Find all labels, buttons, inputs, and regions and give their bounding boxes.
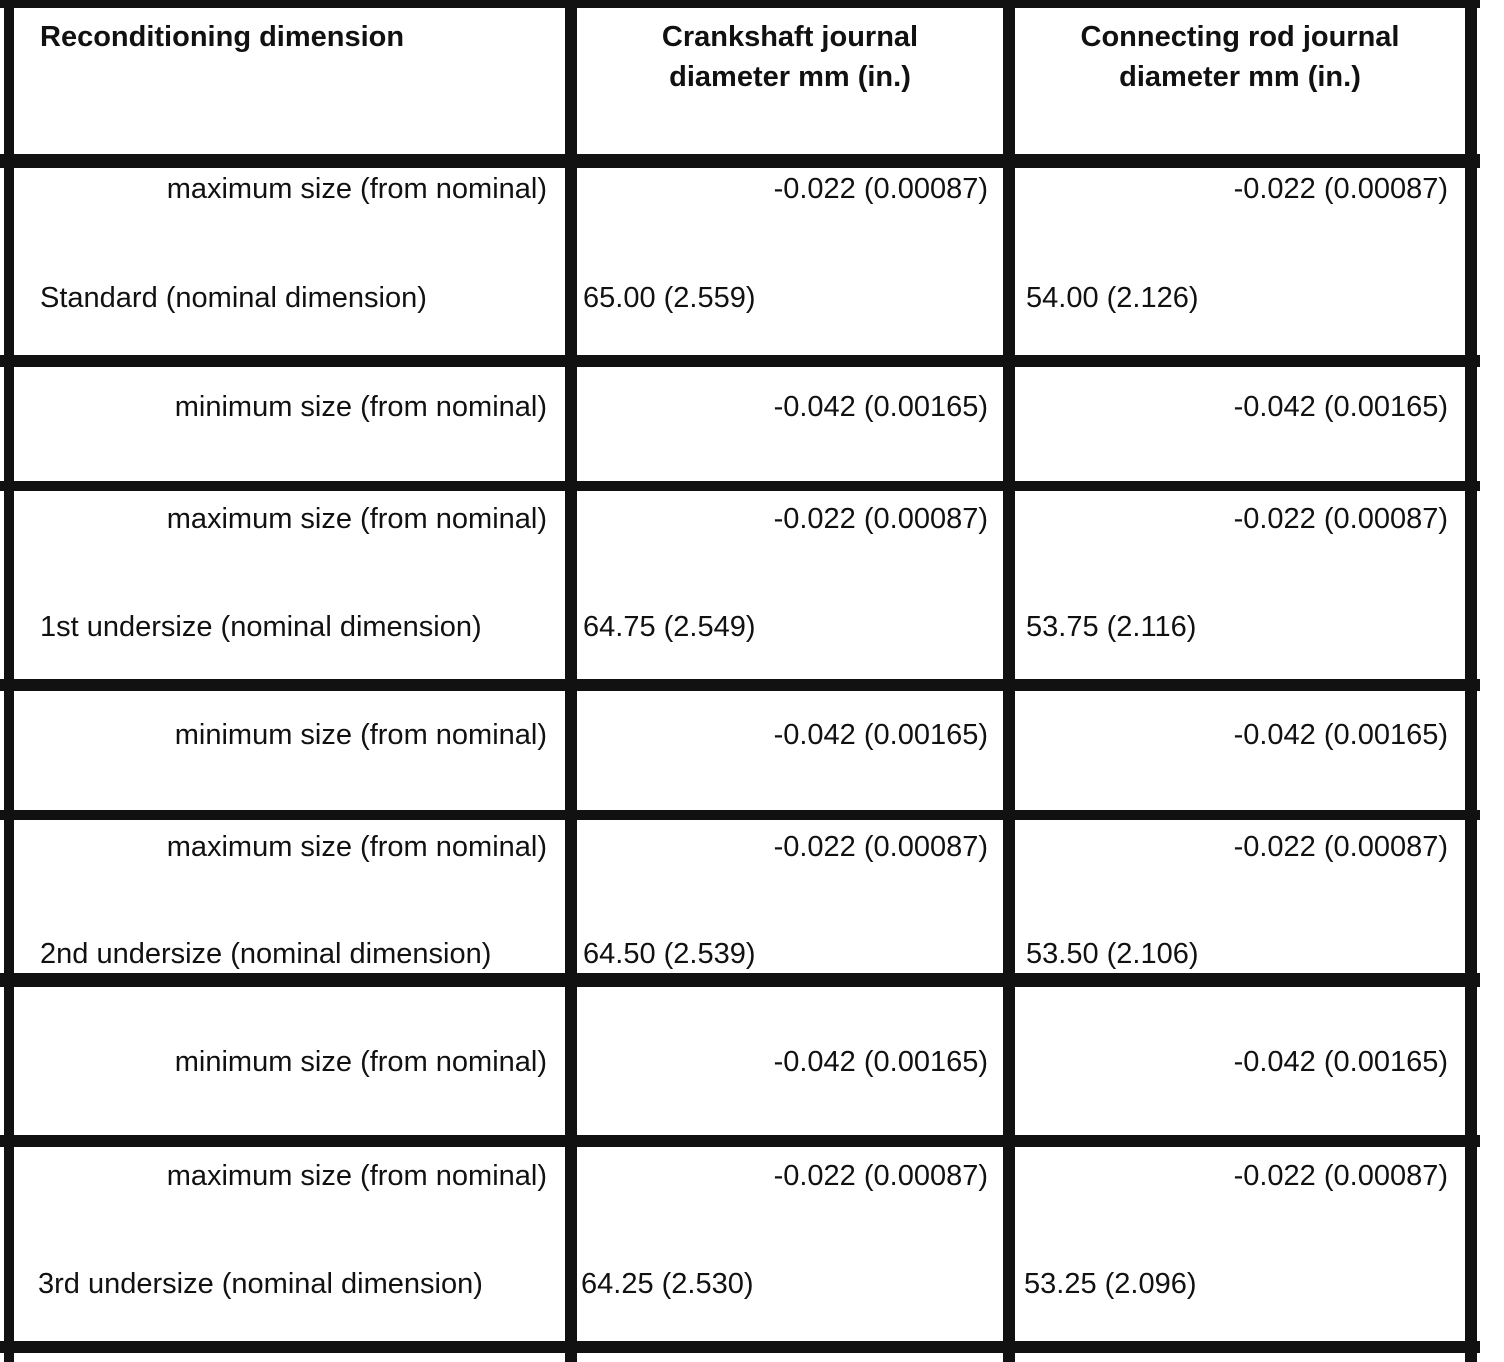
nominal-crankshaft: 64.50 (2.539): [583, 938, 756, 970]
max-size-connecting-rod: -0.022 (0.00087): [1233, 831, 1448, 863]
max-size-label: maximum size (from nominal): [166, 173, 547, 205]
max-size-crankshaft: -0.022 (0.00087): [773, 503, 988, 535]
header-crankshaft-line1: Crankshaft journal: [661, 21, 919, 53]
min-size-crankshaft: -0.042 (0.00165): [773, 391, 988, 423]
min-size-connecting-rod: -0.042 (0.00165): [1233, 1046, 1448, 1078]
nominal-crankshaft: 64.75 (2.549): [583, 611, 756, 643]
nominal-label: 2nd undersize (nominal dimension): [40, 938, 492, 970]
max-size-connecting-rod: -0.022 (0.00087): [1233, 1160, 1448, 1192]
max-size-label: maximum size (from nominal): [166, 831, 547, 863]
max-size-crankshaft: -0.022 (0.00087): [773, 831, 988, 863]
row-divider: [0, 355, 1480, 367]
min-size-connecting-rod: -0.042 (0.00165): [1233, 719, 1448, 751]
min-size-label: minimum size (from nominal): [174, 1046, 547, 1078]
header-connecting-rod-line2: diameter mm (in.): [1119, 61, 1361, 93]
max-size-connecting-rod: -0.022 (0.00087): [1233, 173, 1448, 205]
nominal-connecting-rod: 53.25 (2.096): [1024, 1268, 1197, 1300]
min-size-crankshaft: -0.042 (0.00165): [773, 1046, 988, 1078]
max-size-crankshaft: -0.022 (0.00087): [773, 1160, 988, 1192]
max-size-connecting-rod: -0.022 (0.00087): [1233, 503, 1448, 535]
table-border-top: [0, 0, 1480, 8]
header-divider: [0, 154, 1480, 168]
nominal-connecting-rod: 53.50 (2.106): [1026, 938, 1199, 970]
nominal-label: Standard (nominal dimension): [40, 282, 427, 314]
row-divider: [0, 1135, 1480, 1147]
header-crankshaft-line2: diameter mm (in.): [669, 61, 911, 93]
table-border-bottom: [0, 1341, 1480, 1353]
min-size-crankshaft: -0.042 (0.00165): [773, 719, 988, 751]
row-divider: [0, 481, 1480, 491]
nominal-connecting-rod: 54.00 (2.126): [1026, 282, 1199, 314]
max-size-label: maximum size (from nominal): [166, 503, 547, 535]
min-size-label: minimum size (from nominal): [174, 719, 547, 751]
max-size-crankshaft: -0.022 (0.00087): [773, 173, 988, 205]
nominal-crankshaft: 64.25 (2.530): [581, 1268, 754, 1300]
header-connecting-rod-line1: Connecting rod journal: [1080, 21, 1400, 53]
min-size-connecting-rod: -0.042 (0.00165): [1233, 391, 1448, 423]
nominal-crankshaft: 65.00 (2.559): [583, 282, 756, 314]
nominal-label: 1st undersize (nominal dimension): [40, 611, 482, 643]
row-divider: [0, 679, 1480, 691]
min-size-label: minimum size (from nominal): [174, 391, 547, 423]
max-size-label: maximum size (from nominal): [166, 1160, 547, 1192]
nominal-label: 3rd undersize (nominal dimension): [38, 1268, 483, 1300]
header-reconditioning-dimension: Reconditioning dimension: [40, 21, 405, 53]
row-divider: [0, 810, 1480, 820]
row-divider: [0, 973, 1480, 987]
nominal-connecting-rod: 53.75 (2.116): [1026, 611, 1197, 643]
